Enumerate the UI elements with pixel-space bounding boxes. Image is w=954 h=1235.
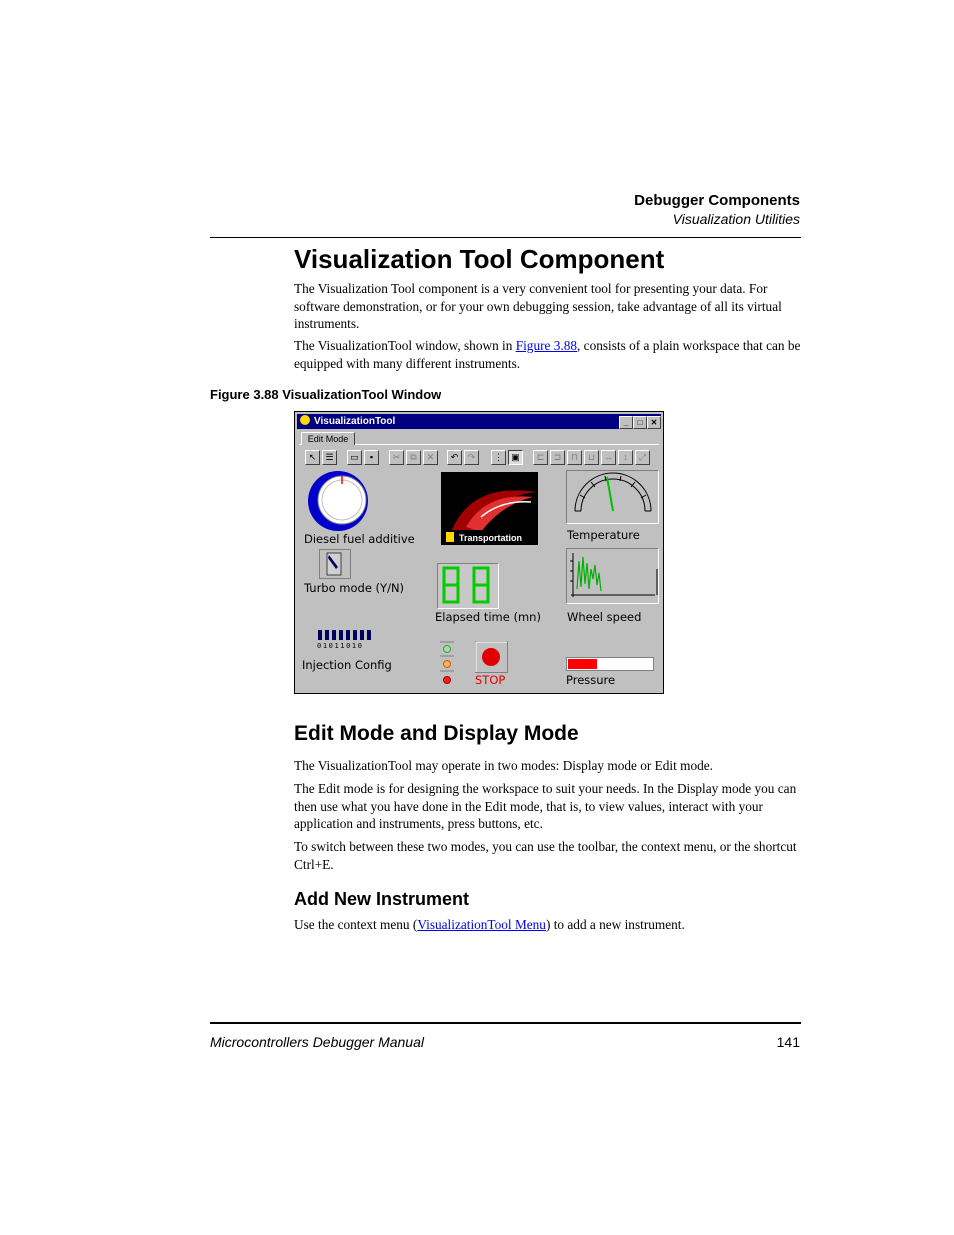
intro-paragraph: The Visualization Tool component is a very convenient tool for presenting your data. For software demonstration, or for your own debugging session, take advantage of all its virtual instruments. xyxy=(294,281,782,331)
led-green xyxy=(444,646,451,653)
led-orange xyxy=(444,661,451,668)
save-icon[interactable]: ▪ xyxy=(364,450,379,465)
grid-icon[interactable]: ⋮ xyxy=(491,450,506,465)
section-heading-edit-display-mode: Edit Mode and Display Mode xyxy=(294,722,579,745)
align-right-icon[interactable]: ⊐ xyxy=(550,450,565,465)
same-size-icon[interactable]: ⤢ xyxy=(635,450,650,465)
wheel-speed-chart xyxy=(566,548,659,604)
align-top-icon[interactable]: ⊓ xyxy=(567,450,582,465)
chart-label: Wheel speed xyxy=(567,610,642,624)
cut-icon[interactable]: ✂ xyxy=(389,450,404,465)
stop-label: STOP xyxy=(475,673,506,687)
app-icon xyxy=(300,415,310,425)
align-bottom-icon[interactable]: ⊔ xyxy=(584,450,599,465)
dip-bits: 01011010 xyxy=(317,642,364,650)
running-header-title: Debugger Components xyxy=(634,192,800,209)
properties-tool-icon[interactable]: ☰ xyxy=(322,450,337,465)
visualizationtool-window xyxy=(294,411,664,694)
copy-icon[interactable]: ⧉ xyxy=(406,450,421,465)
section-heading-add-instrument: Add New Instrument xyxy=(294,889,470,909)
stop-button[interactable] xyxy=(475,641,508,673)
pointer-tool-icon[interactable]: ↖ xyxy=(305,450,320,465)
knob-label: Diesel fuel additive xyxy=(304,532,415,546)
switch-mode-paragraph: To switch between these two modes, you can use the toolbar, the context menu, or the shortcut Ctrl+E. xyxy=(294,839,797,872)
footer-manual-title: Microcontrollers Debugger Manual xyxy=(210,1034,424,1050)
delete-icon[interactable]: ✕ xyxy=(423,450,438,465)
wheel-speed-series xyxy=(577,557,601,591)
modes-paragraph: The VisualizationTool may operate in two modes: Display mode or Edit mode. xyxy=(294,758,714,773)
pressure-bar xyxy=(566,657,654,671)
header-rule xyxy=(210,237,801,238)
knob-instrument[interactable] xyxy=(307,470,369,532)
maximize-button[interactable]: □ xyxy=(633,416,647,429)
running-header-subtitle: Visualization Utilities xyxy=(672,211,800,227)
close-button[interactable]: ✕ xyxy=(647,416,661,429)
redo-icon[interactable]: ↷ xyxy=(464,450,479,465)
status-leds xyxy=(440,640,454,688)
figure-link[interactable]: Figure 3.88 xyxy=(515,338,578,353)
led-red xyxy=(444,677,451,684)
digits-label: Elapsed time (mn) xyxy=(435,610,541,624)
window-description-paragraph: The VisualizationTool window, shown in Figure 3.88, consists of a plain workspace that can be equipped with many different instruments. xyxy=(294,338,801,371)
temperature-gauge xyxy=(566,470,659,524)
display-mode-icon[interactable]: ▣ xyxy=(508,450,523,465)
tab-edit-mode[interactable]: Edit Mode xyxy=(301,432,355,445)
window-title: VisualizationTool xyxy=(314,416,396,427)
align-left-icon[interactable]: ⊏ xyxy=(533,450,548,465)
open-icon[interactable]: ▭ xyxy=(347,450,362,465)
undo-icon[interactable]: ↶ xyxy=(447,450,462,465)
same-height-icon[interactable]: ↕ xyxy=(618,450,633,465)
tab-bar xyxy=(299,432,659,444)
elapsed-time-display xyxy=(437,563,499,609)
window-titlebar xyxy=(297,414,661,429)
figure-caption: Figure 3.88 VisualizationTool Window xyxy=(210,387,442,402)
gauge-needle xyxy=(607,477,613,511)
add-instrument-paragraph: Use the context menu (VisualizationTool Menu) to add a new instrument. xyxy=(294,917,685,932)
menu-link[interactable]: VisualizationTool Menu xyxy=(417,917,546,932)
pressure-label: Pressure xyxy=(566,673,616,687)
dip-label: Injection Config xyxy=(302,658,392,672)
switch-label: Turbo mode (Y/N) xyxy=(304,581,405,595)
image-caption: Transportation xyxy=(459,533,523,543)
gauge-label: Temperature xyxy=(567,528,640,542)
page-number: 141 xyxy=(776,1034,800,1050)
pressure-fill xyxy=(568,659,597,669)
turbo-switch[interactable] xyxy=(319,549,351,579)
transportation-image xyxy=(441,472,538,545)
footer-rule xyxy=(210,1022,801,1024)
edit-mode-paragraph: The Edit mode is for designing the workspace to suit your needs. In the Display mode you can then use what you have done in the Edit mode, that is, to view values, interact with your application and instruments, press buttons, etc. xyxy=(294,781,797,831)
minimize-button[interactable]: _ xyxy=(619,416,633,429)
page-title: Visualization Tool Component xyxy=(294,244,665,274)
same-width-icon[interactable]: ↔ xyxy=(601,450,616,465)
